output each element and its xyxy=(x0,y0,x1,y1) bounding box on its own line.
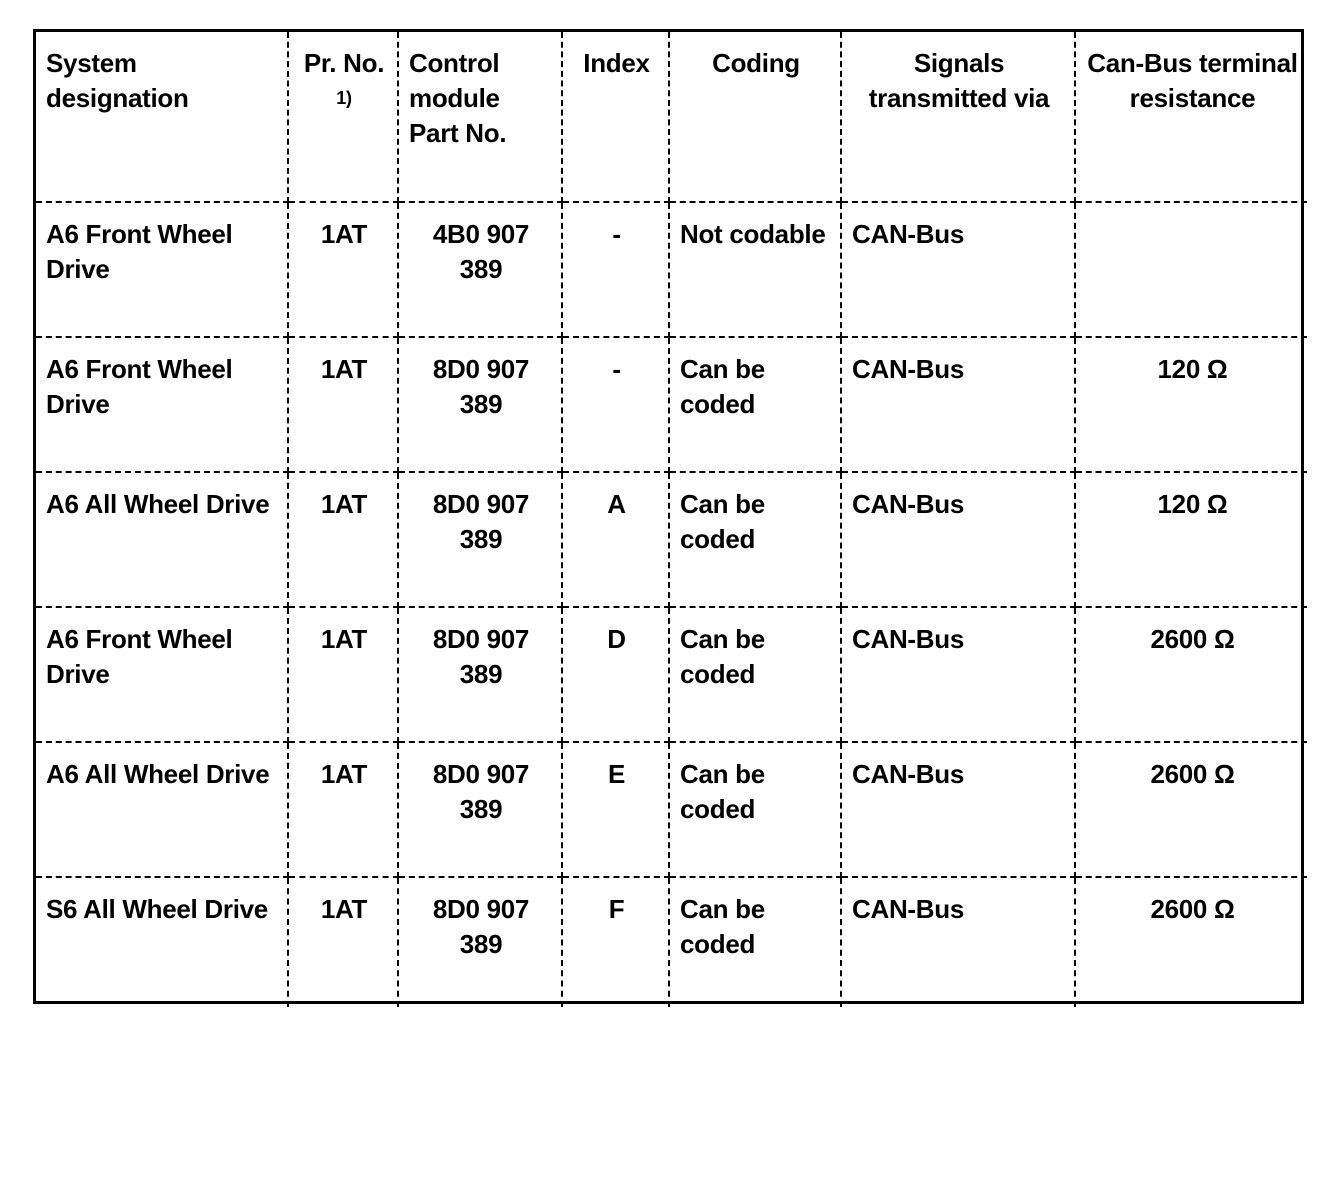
cell-signals: CAN-Bus xyxy=(841,742,1075,877)
cell-part-no: 8D0 907 389 xyxy=(398,337,562,472)
cell-index: - xyxy=(562,337,669,472)
cell-coding: Can be coded xyxy=(669,742,841,877)
header-signals: Signals transmitted via xyxy=(841,32,1075,202)
cell-resistance: 2600 Ω xyxy=(1075,607,1307,742)
cell-coding: Not codable xyxy=(669,202,841,337)
cell-coding: Can be coded xyxy=(669,877,841,1007)
table-row xyxy=(36,607,1307,742)
cell-system: A6 Front Wheel Drive xyxy=(36,607,288,742)
cell-index: A xyxy=(562,472,669,607)
cell-pr-no: 1AT xyxy=(288,202,398,337)
cell-index: F xyxy=(562,877,669,1007)
cell-system: A6 All Wheel Drive xyxy=(36,742,288,877)
cell-resistance: 2600 Ω xyxy=(1075,742,1307,877)
cell-system: S6 All Wheel Drive xyxy=(36,877,288,1007)
table-row xyxy=(36,472,1307,607)
table-row xyxy=(36,337,1307,472)
cell-signals: CAN-Bus xyxy=(841,472,1075,607)
table-row xyxy=(36,202,1307,337)
cell-signals: CAN-Bus xyxy=(841,607,1075,742)
table-row xyxy=(36,742,1307,877)
cell-resistance: 2600 Ω xyxy=(1075,877,1307,1007)
header-resistance: Can-Bus terminal resistance xyxy=(1075,32,1307,202)
cell-system: A6 Front Wheel Drive xyxy=(36,337,288,472)
cell-part-no: 8D0 907 389 xyxy=(398,877,562,1007)
cell-resistance: 120 Ω xyxy=(1075,472,1307,607)
header-part-no: Control module Part No. xyxy=(398,32,562,202)
control-module-table xyxy=(36,32,1307,1007)
cell-pr-no: 1AT xyxy=(288,337,398,472)
cell-pr-no: 1AT xyxy=(288,472,398,607)
header-system-designation: System designation xyxy=(36,32,288,202)
header-pr-no-label: Pr. No. xyxy=(303,48,385,78)
cell-part-no: 8D0 907 389 xyxy=(398,742,562,877)
cell-system: A6 All Wheel Drive xyxy=(36,472,288,607)
cell-index: D xyxy=(562,607,669,742)
cell-pr-no: 1AT xyxy=(288,877,398,1007)
cell-part-no: 8D0 907 389 xyxy=(398,607,562,742)
cell-pr-no: 1AT xyxy=(288,607,398,742)
cell-resistance: 120 Ω xyxy=(1075,337,1307,472)
cell-index: - xyxy=(562,202,669,337)
header-pr-no xyxy=(288,32,398,202)
cell-coding: Can be coded xyxy=(669,337,841,472)
cell-coding: Can be coded xyxy=(669,472,841,607)
cell-signals: CAN-Bus xyxy=(841,337,1075,472)
cell-system: A6 Front Wheel Drive xyxy=(36,202,288,337)
cell-index: E xyxy=(562,742,669,877)
cell-resistance xyxy=(1075,202,1307,337)
table-row xyxy=(36,877,1307,1007)
cell-signals: CAN-Bus xyxy=(841,202,1075,337)
header-coding: Coding xyxy=(669,32,841,202)
cell-part-no: 4B0 907 389 xyxy=(398,202,562,337)
cell-part-no: 8D0 907 389 xyxy=(398,472,562,607)
header-row xyxy=(36,32,1307,202)
header-index: Index xyxy=(562,32,669,202)
control-module-table-frame xyxy=(33,29,1304,1004)
cell-signals: CAN-Bus xyxy=(841,877,1075,1007)
cell-coding: Can be coded xyxy=(669,607,841,742)
cell-pr-no: 1AT xyxy=(288,742,398,877)
footnote-marker: 1) xyxy=(336,88,352,108)
